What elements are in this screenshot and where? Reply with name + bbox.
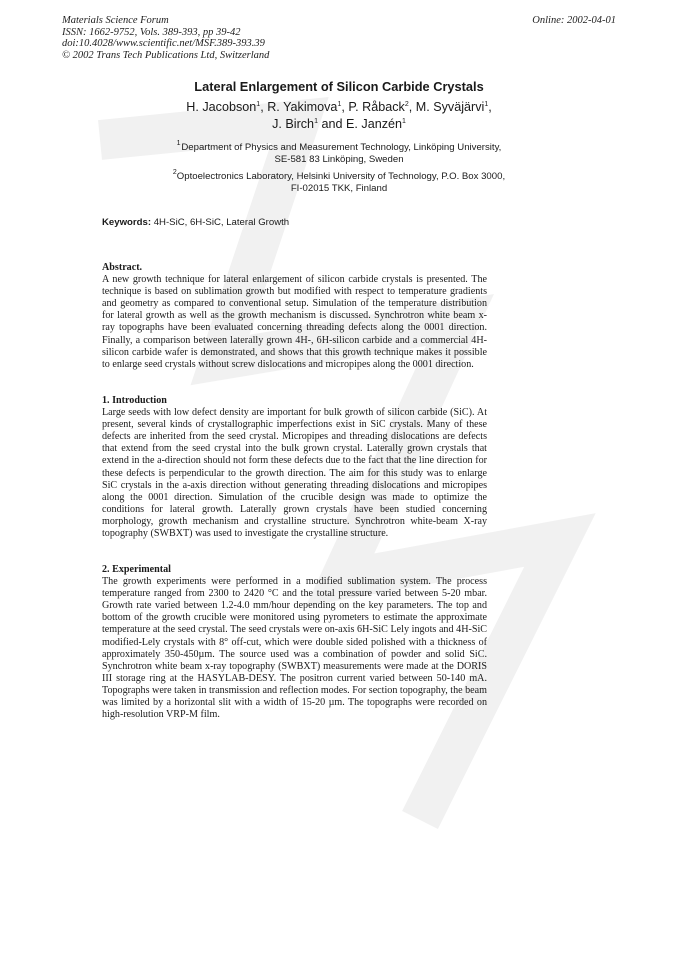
introduction-heading: 1. Introduction (102, 395, 167, 406)
introduction-text: Large seeds with low defect density are important for bulk growth of silicon carbide (SiC). At present, several kinds of crystallographic imperfections exist in SiC crystals. Many of these defects are inherited from the seed crystal. Micropipes and threading dislocations are defects that extend from the seed crystal into the bulk grown crystal. Laterally grown crystals that extend in the a-direction should not form these defects due to the fact that the line direction for these defects is perpendicular to the growth direction. The aim for this study was to enlarge SiC crystals in the a-axis direction without generating threading dislocations and micropipes along the 0001 direction. Simulation of the crucible design was made to optimize the conditions for lateral growth. Laterally grown crystals have been studied concerning morphology, growth mechanism and crystalline structure. Synchrotron white-beam X-ray topography (SWBXT) was used to investigate the crystalline structure. (102, 407, 487, 540)
abstract-text: A new growth technique for lateral enlargement of silicon carbide crystals is presented. The technique is based on sublimation growth but modified with respect to temperature gradients and geometry as compared to conventional setup. Simulation of the temperature distribution for lateral growth as well as the growth mechanism is discussed. Synchrotron white beam x-ray topographs have been evaluated concerning threading defects along the 0001 direction. Finally, a comparison between laterally grown 4H-, 6H-silicon carbide and a commercial 4H-silicon carbide wafer is demonstrated, and shows that this growth technique makes it possible to enlarge seed crystals without screw dislocations and micropipes along the 0001 direction. (102, 274, 487, 370)
online-date: Online: 2002-04-01 (532, 15, 616, 26)
author-name: P. Råback (348, 100, 405, 114)
author-list (0, 99, 678, 132)
author-name: E. Janzén (346, 116, 403, 131)
experimental-heading: 2. Experimental (102, 564, 171, 575)
author-separator: , (408, 100, 416, 114)
experimental-section (102, 564, 487, 721)
affiliation-line: Optoelectronics Laboratory, Helsinki University of Technology, P.O. Box 3000, (176, 171, 506, 182)
issn-line: ISSN: 1662-9752, Vols. 389-393, pp 39-42 (62, 26, 241, 38)
author-separator: , (488, 100, 492, 114)
keywords (102, 217, 289, 228)
affiliation-line: FI-02015 TKK, Finland (290, 182, 388, 194)
author-name: J. Birch (272, 116, 315, 131)
author-separator: , (260, 100, 268, 114)
author-name: R. Yakimova (267, 100, 338, 114)
abstract-heading: Abstract. (102, 262, 143, 273)
affiliation-sup: 1 (176, 140, 181, 147)
publication-info (62, 15, 269, 61)
author-sup: 2 (404, 101, 409, 108)
author-separator: , (341, 100, 349, 114)
copyright-line: © 2002 Trans Tech Publications Ltd, Switzerland (62, 49, 270, 61)
affiliation-1 (0, 142, 678, 165)
experimental-text: The growth experiments were performed in a modified sublimation system. The process temperature ranged from 2300 to 2420 °C and the total pressure varied between 5-20 mbar. Growth rate varied between 1.2-4.0 mm/hour depending on the key parameters. The top and bottom of the growth crucible were monitored using pyrometers to estimate the approximate temperature at the seed crystal. The seed crystals were on-axis 6H-SiC Lely ingots and 4H-SiC modified-Lely crystals with 8° off-cut, which were double sided polished with a thickness of approximately 350-450µm. The source used was a combination of powder and solid SiC. Synchrotron white beam x-ray topography (SWBXT) measurements were made at the DORIS III storage ring at the HASYLAB-DESY. The positron current varied between 50-140 mA. Topographs were taken in transmission and reflection modes. For section topography, the beam was limited by a horizontal slit with a width of 15-20 µm. The topographs were recorded on high-resolution VRP-M film. (102, 576, 487, 721)
author-line-1 (0, 99, 678, 116)
author-line-2 (0, 116, 678, 133)
author-name: M. Syväjärvi (415, 100, 485, 114)
author-sup: 1 (402, 117, 406, 125)
author-sup: 1 (484, 101, 489, 108)
paper-title: Lateral Enlargement of Silicon Carbide Crystals (194, 79, 484, 94)
author-sup: 1 (337, 101, 342, 108)
doi-link[interactable]: doi:10.4028/www.scientific.net/MSF.389-393.39 (62, 38, 265, 50)
author-sup: 1 (256, 101, 261, 108)
author-sup: 1 (314, 117, 318, 125)
keywords-text: 4H-SiC, 6H-SiC, Lateral Growth (151, 217, 290, 228)
affiliation-line: SE-581 83 Linköping, Sweden (274, 153, 404, 165)
affiliation-sup: 2 (172, 169, 177, 176)
affiliation-2 (0, 171, 678, 194)
abstract-section (102, 262, 487, 371)
author-name: H. Jacobson (186, 100, 257, 114)
journal-name: Materials Science Forum (62, 15, 169, 26)
keywords-label: Keywords: (102, 217, 152, 228)
introduction-section (102, 395, 487, 540)
affiliation-line: Department of Physics and Measurement Technology, Linköping University, (181, 142, 502, 153)
author-separator: and (317, 116, 346, 131)
